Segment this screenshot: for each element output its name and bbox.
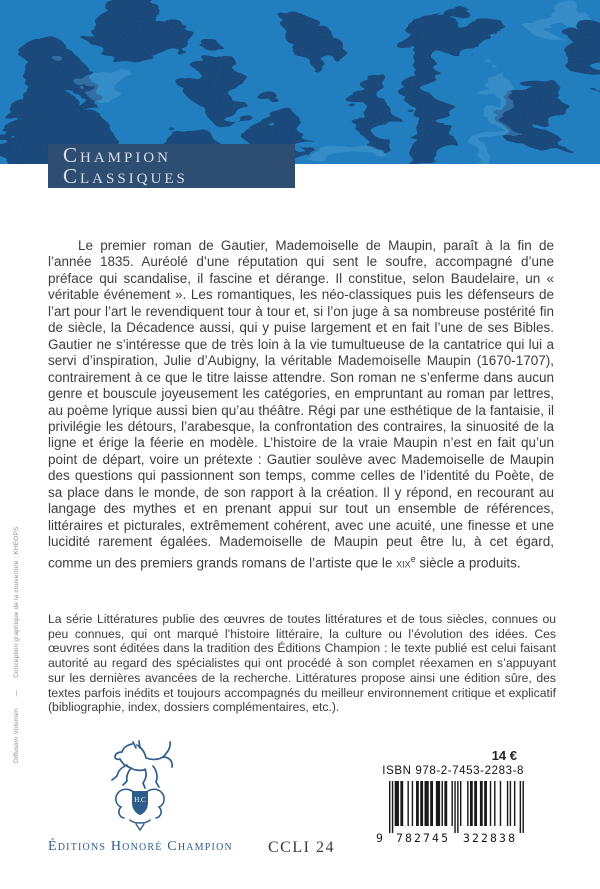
publisher-name: Éditions Honoré Champion (48, 839, 233, 854)
collection-number: CCLI 24 (268, 839, 335, 856)
text-segment: Mademoiselle de Maupin (401, 451, 554, 467)
ean13-barcode (375, 781, 527, 844)
text-segment: peut être lu, à cet égard, comme un des premiers grands romans de l’artiste que le (48, 534, 554, 571)
text-segment: propose ainsi une édition sûre, des textes parfois inédits et toujours accompagnés du meilleur environnement critique et explicatif (bibliographie, index, dossiers complémentaires, etc.). (48, 670, 556, 715)
text-segment: des questions qui passionnent son temps, comme celles de l’identité du Poète, de sa place dans le monde, de son rapport à la création. Il y répond, en recourant au langage des mythes et en prenant appui sur tout un ensemble de références, littéraires et picturales, extrêmement cohérent, avec une acuité, une finesse et une lucidité rarement égalées. (48, 468, 554, 550)
price-label: 14 € (491, 748, 517, 763)
barcode-digits: 9 (376, 831, 383, 844)
publisher-logo (96, 738, 184, 834)
text-segment: La série (48, 612, 97, 626)
series-banner (48, 144, 295, 188)
text-segment: e (410, 553, 416, 564)
series-note (48, 612, 556, 715)
text-segment: siècle a produits. (415, 555, 521, 571)
marble-texture (0, 0, 600, 164)
text-segment: , paraît à la fin de l’année 1835. Auréolé d’une réputation qui sent le soufre, accompagné d’une préface qui scandalise, il fascine et dérange. Il constitue, selon Baudelaire, un « véritable événement ». Les romantiques, les néo-classiques puis les défenseurs de l’art pour l’art le revendiquent tour à tour et, si l’on juge à sa nombreuse postérité fin de siècle, la Décadence aussi, qui y puise largement et en fait l’une de ses Bibles. Gautier ne s’intéresse que de très loin à la vie tumultueuse de la cantatrice qui lui a servi d’inspiration, Julie d’Aubigny, la véritable Mademoiselle Maupin (1670-1707), contrairement à ce que le titre laisse attendre. Son roman ne s’enferme dans aucun genre et bouscule joyeusement les catégories, en empruntant au roman par lettres, au poème lyrique aussi bien qu’au théâtre. Régi par une esthétique de la fantaisie, il privilégie les détours, l’arabesque, la confrontation des contraires, la sinuosité de la ligne et érige la féerie en modèle. L’histoire de la vraie Maupin n’est en fait qu’un point de départ, voire un prétexte : Gautier soulève avec (48, 238, 554, 467)
text-segment: Le premier roman de Gautier, (78, 238, 276, 253)
back-cover-blurb (48, 238, 554, 572)
text-segment: Mademoiselle de Maupin (275, 238, 433, 253)
isbn-label: ISBN 978-2-7453-2283-8 (382, 765, 524, 777)
text-segment: xix (396, 555, 411, 571)
series-banner-label: Champion Classiques (63, 143, 188, 188)
crest-icon (116, 789, 164, 830)
horse-icon (112, 741, 172, 788)
text-segment: Littératures (96, 612, 158, 626)
barcode-digits: 782745 (396, 831, 448, 844)
publisher-monogram: H.C (134, 796, 146, 804)
text-segment: publie des œuvres de toutes littératures et de tous siècles, connues ou peu connues, qui ont marqué l’histoire littéraire, la culture ou l’évolution des idées. Ces œuvres sont éditées dans la tradition des Éditions Champion : le texte publié est celui faisant autorité au regard des spécialistes qui ont procédé à son complet réexamen en s’appuyant sur les dernières avancées de la recherche. (48, 612, 556, 685)
barcode-digits: 322838 (463, 831, 515, 844)
text-segment: Littératures (295, 670, 357, 685)
text-segment: Mademoiselle de Maupin (219, 534, 378, 550)
cover-credits-vertical: Diffusion Volumen — Conception graphique de la couverture : KHEOPS (13, 526, 20, 763)
